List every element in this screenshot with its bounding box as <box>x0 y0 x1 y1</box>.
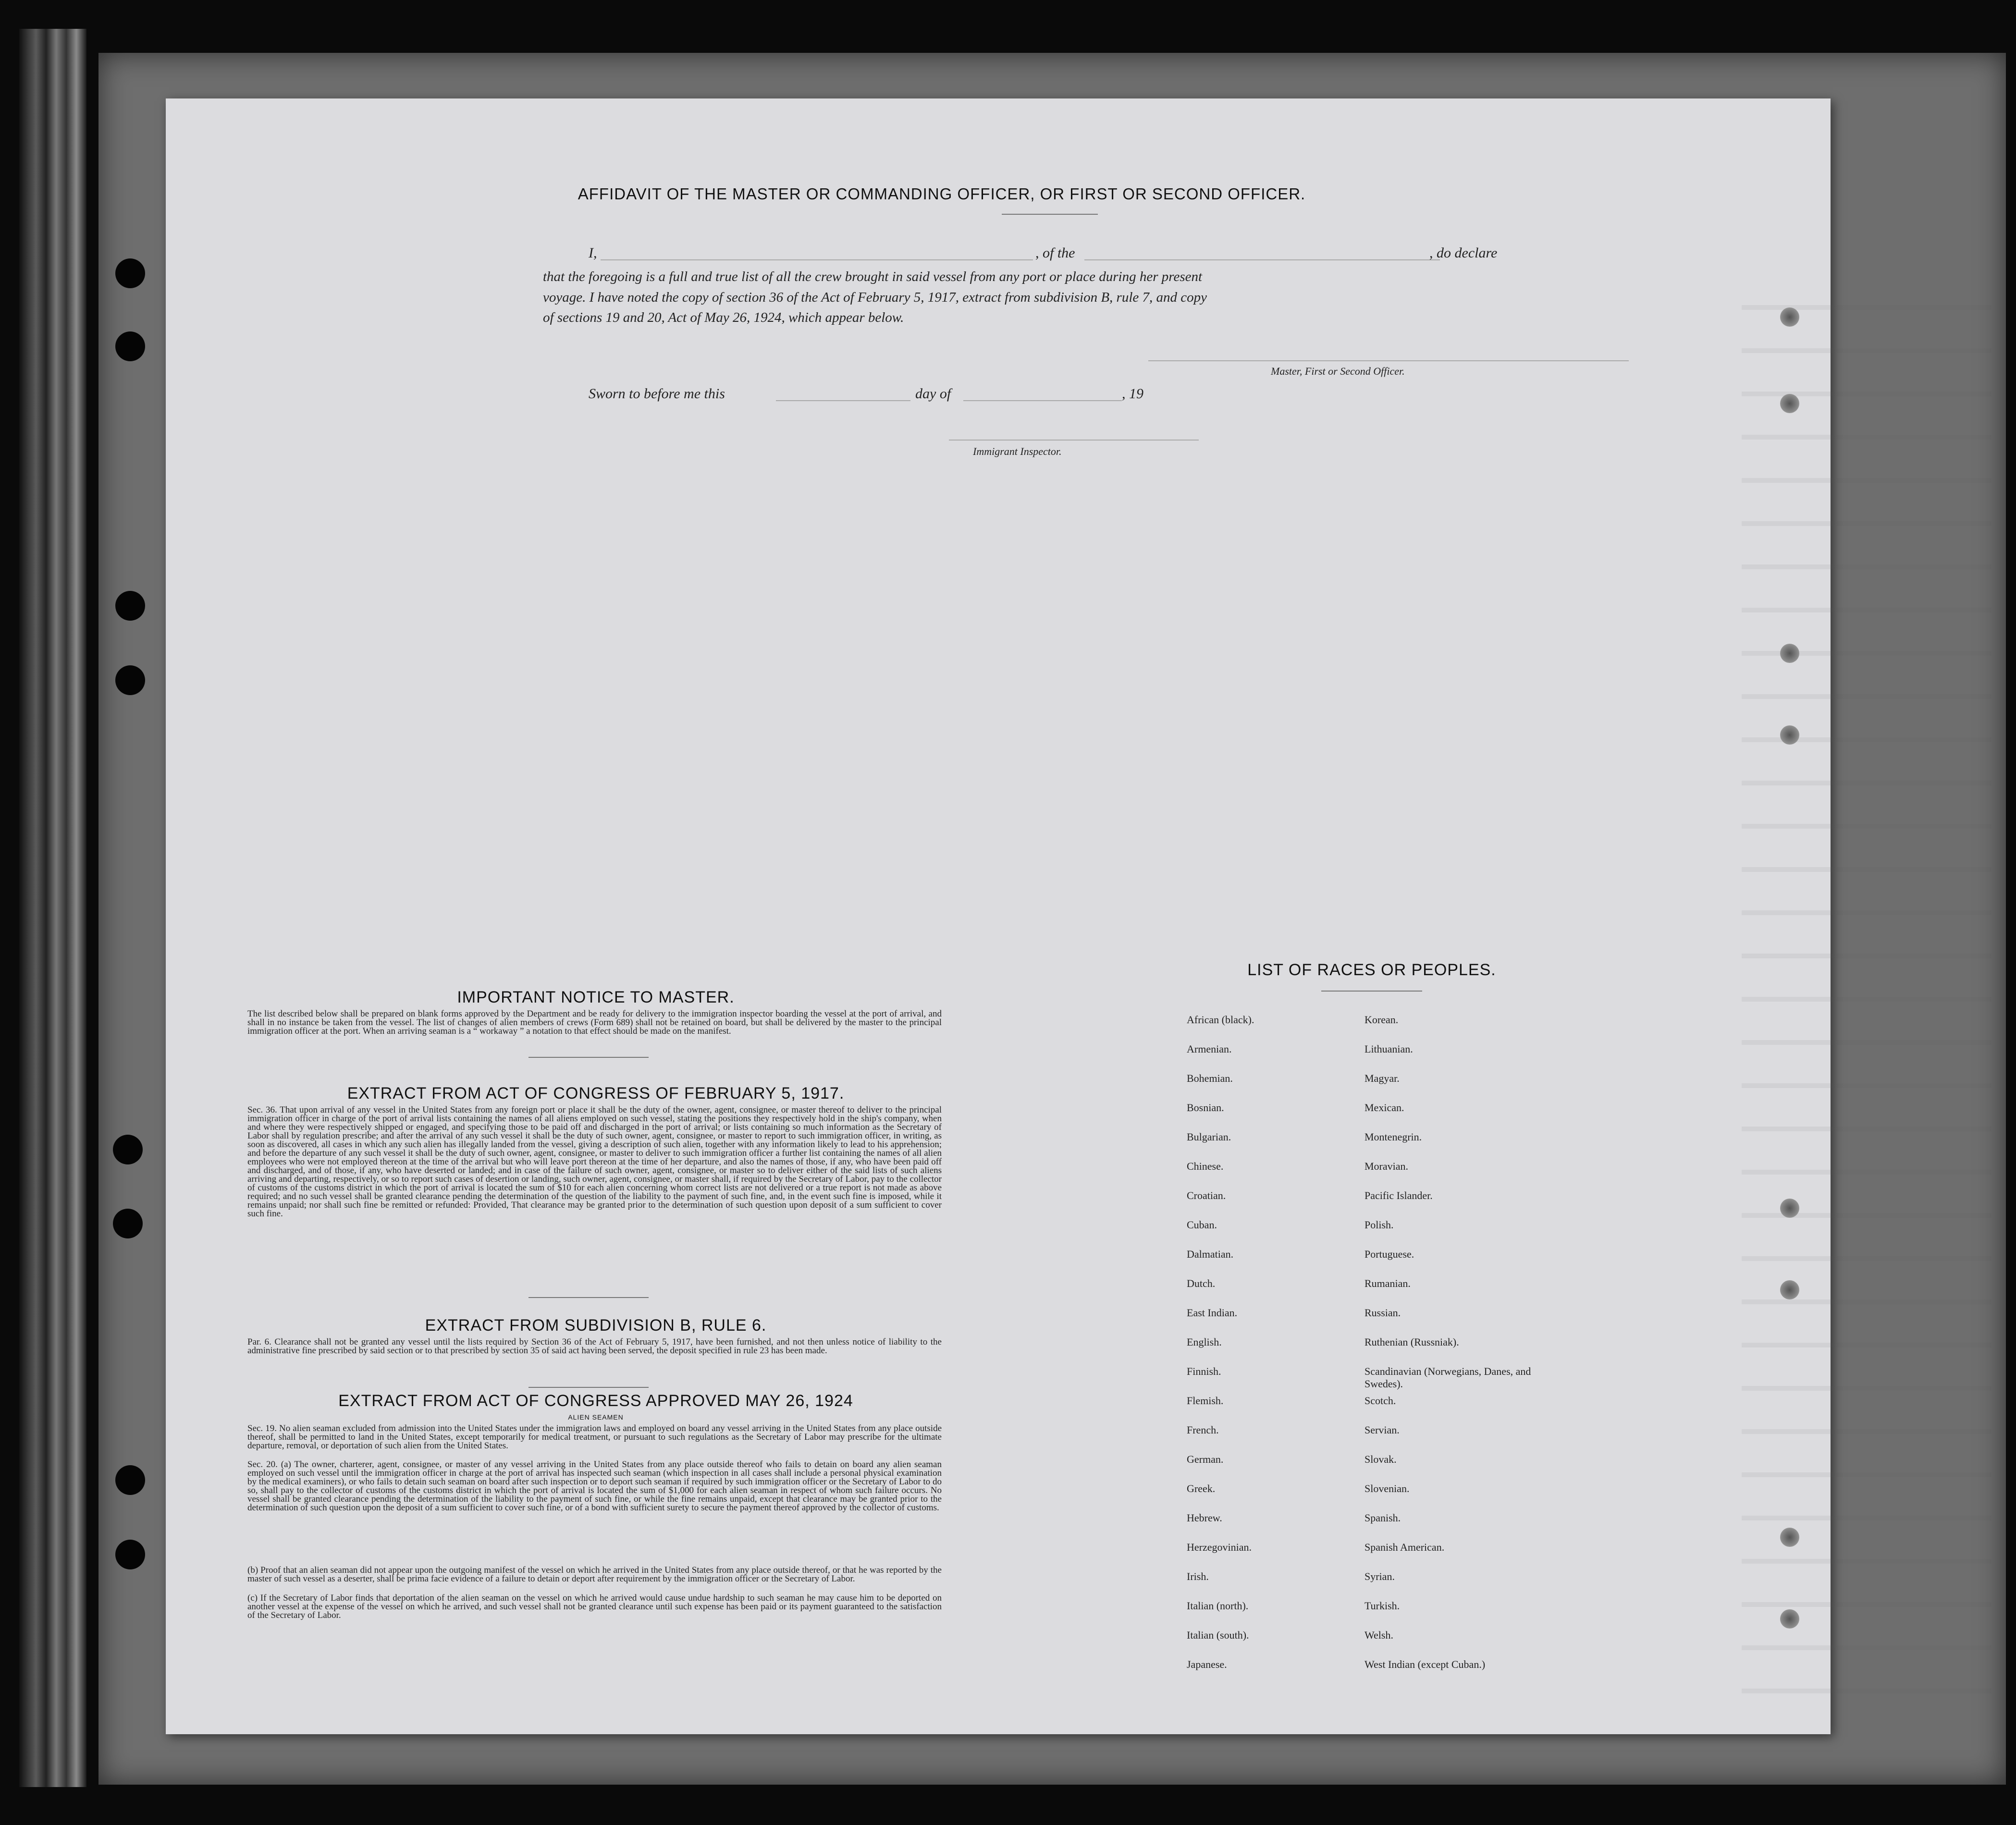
extract-1924-sec19: Sec. 19. No alien seaman excluded from admission into the United States under the immigration laws and employed on board any vessel arriving in the United States from any place outside thereof, shall be permitted to land in the United States, except temporarily for medical treatment, or pursuant to such regulations as the Secretary of Labor may prescribe for the ultimate departure, removal, or deportation of such alien from the United States. <box>247 1423 942 1451</box>
race-item: Spanish American. <box>1364 1541 1445 1553</box>
declaration-line-2: voyage. I have noted the copy of section 36 of the Act of February 5, 1917, extract from subdivision B, rule 7, and copy <box>543 290 1207 305</box>
race-item: Scandinavian (Norwegians, Danes, and Swedes). <box>1364 1365 1531 1390</box>
vessel-blank <box>1084 259 1440 260</box>
race-item: Syrian. <box>1364 1570 1395 1582</box>
race-item: Italian (north). <box>1187 1600 1249 1612</box>
race-item: Bulgarian. <box>1187 1131 1231 1143</box>
race-item: Turkish. <box>1364 1600 1400 1612</box>
divider <box>529 1057 649 1058</box>
extract-1924-sec20c: (c) If the Secretary of Labor finds that deportation of the alien seaman on the vessel on which he arrived would cause undue hardship to such seaman he may cause him to be deported on another vessel at the expense of the vessel on which he arrived, and such vessel shall not be granted clearance until such expense has been paid or its payment guaranteed to the satisfaction of the Secretary of Labor. <box>247 1593 942 1620</box>
declaration-line-3: of sections 19 and 20, Act of May 26, 1924, which appear below. <box>543 310 904 325</box>
race-item: Japanese. <box>1187 1658 1227 1670</box>
extract-rule6-text: Par. 6. Clearance shall not be granted any vessel until the lists required by Section 36 of the Act of February 5, 1917, have been furnished, and not then unless notice of liability to the administrative fine prescribed by said section or to that prescribed by section 35 of said act having been served, the deposit specified in rule 23 has been made. <box>247 1337 942 1356</box>
bleed-through-text <box>1742 267 1991 1708</box>
race-item: Finnish. <box>1187 1365 1221 1377</box>
race-item: Greek. <box>1187 1482 1216 1494</box>
punch-hole <box>1780 1528 1799 1547</box>
punch-hole <box>1780 1609 1799 1629</box>
race-item: Slovenian. <box>1364 1482 1410 1494</box>
race-item: Polish. <box>1364 1219 1394 1231</box>
race-item: Croatian. <box>1187 1189 1226 1201</box>
master-signature-label: Master, First or Second Officer. <box>1271 365 1405 377</box>
binder-hole <box>115 258 145 288</box>
race-item: African (black). <box>1187 1014 1254 1026</box>
extract-1924-sec20b: (b) Proof that an alien seaman did not appear upon the outgoing manifest of the vessel on which he arrived in the United States from any place outside thereof, or that he was reported by the master of such vessel as a deserter, shall be prima facie evidence of a failure to detain or deport after requirement by the immigration officer or the Secretary of Labor. <box>247 1565 942 1584</box>
race-item: Portuguese. <box>1364 1248 1414 1260</box>
race-item: English. <box>1187 1336 1222 1348</box>
race-item: Korean. <box>1364 1014 1399 1026</box>
affidavit-title: AFFIDAVIT OF THE MASTER OR COMMANDING OFFICER, OR FIRST OR SECOND OFFICER. <box>578 185 1306 203</box>
punch-hole <box>1780 725 1799 745</box>
race-item: Hebrew. <box>1187 1512 1222 1524</box>
race-item: Moravian. <box>1364 1160 1409 1172</box>
inspector-signature-blank <box>949 440 1199 441</box>
race-item: Ruthenian (Russniak). <box>1364 1336 1459 1348</box>
race-item: Lithuanian. <box>1364 1043 1413 1055</box>
race-item: Spanish. <box>1364 1512 1401 1524</box>
master-signature-blank <box>1148 360 1629 361</box>
race-item: Welsh. <box>1364 1629 1393 1641</box>
race-item: Dalmatian. <box>1187 1248 1234 1260</box>
race-item: Chinese. <box>1187 1160 1224 1172</box>
notice-title: IMPORTANT NOTICE TO MASTER. <box>457 988 735 1006</box>
divider <box>1002 214 1098 215</box>
punch-hole <box>1780 307 1799 327</box>
race-item: Pacific Islander. <box>1364 1189 1433 1201</box>
extract-1917-title: EXTRACT FROM ACT OF CONGRESS OF FEBRUARY 5, 1917. <box>347 1084 845 1102</box>
race-item: Rumanian. <box>1364 1277 1411 1289</box>
binder-hole <box>115 591 145 621</box>
race-item: German. <box>1187 1453 1224 1465</box>
races-left-column <box>1187 1014 1254 1688</box>
extract-rule6-title: EXTRACT FROM SUBDIVISION B, RULE 6. <box>425 1316 767 1335</box>
race-item: Flemish. <box>1187 1395 1224 1407</box>
race-item: French. <box>1187 1424 1219 1436</box>
race-item: East Indian. <box>1187 1307 1238 1319</box>
notice-text: The list described below shall be prepared on blank forms approved by the Department and be ready for delivery to the immigration inspector boarding the vessel at the port of arrival, and shall in no instance be taken from the vessel. The list of changes of alien members of crews (Form 689) shall not be retained on board, but shall be delivered by the master to the principal immigration officer at the port. When an arriving seaman is a “ workaway ” a notation to that effect should be made on the manifest. <box>247 1009 942 1036</box>
divider <box>529 1387 649 1388</box>
document-page <box>166 98 1831 1734</box>
race-item: Armenian. <box>1187 1043 1232 1055</box>
race-item: Montenegrin. <box>1364 1131 1422 1143</box>
race-item: Irish. <box>1187 1570 1209 1582</box>
sworn-label: Sworn to before me this <box>589 386 725 402</box>
races-right-column <box>1364 1014 1537 1688</box>
affidavit-declare-label: , do declare <box>1429 245 1498 261</box>
extract-1924-subtitle: ALIEN SEAMEN <box>568 1413 624 1421</box>
inspector-label: Immigrant Inspector. <box>973 445 1062 457</box>
punch-hole <box>1780 394 1799 413</box>
extract-1924-title: EXTRACT FROM ACT OF CONGRESS APPROVED MAY 26, 1924 <box>338 1392 853 1410</box>
race-item: Russian. <box>1364 1307 1401 1319</box>
race-item: Scotch. <box>1364 1395 1396 1407</box>
race-item: Italian (south). <box>1187 1629 1249 1641</box>
name-blank <box>601 259 1033 260</box>
binder-hole <box>113 1209 143 1238</box>
extract-1924-sec20a: Sec. 20. (a) The owner, charterer, agent, consignee, or master of any vessel arriving in the United States from any place outside thereof who fails to detain on board any alien seaman employed on such vessel until the immigration officer in charge at the port of arrival has inspected such seaman (which inspection in all cases shall include a personal physical examination by the medical examiners), or who fails to detain such seaman on board after such inspection or to deport such seaman if required by such immigration officer or the Secretary of Labor to do so, shall pay to the collector of customs of the customs district in which the port of arrival is located the sum of $1,000 for each alien seaman in respect of whom such failure occurs. No vessel shall be granted clearance pending the determination of the liability to the payment of such fine, or while the fine remains unpaid, except that clearance may be granted prior to the determination of such question upon the deposit of a sum sufficient to cover such fine, or of a bond with sufficient surety to secure the payment thereof approved by the collector of customs. <box>247 1459 942 1513</box>
extract-1917-text: Sec. 36. That upon arrival of any vessel in the United States from any foreign port or place it shall be the duty of the owner, agent, consignee, or master thereof to deliver to the principal immigration officer in charge of the port of arrival lists containing the names of all aliens employed on such vessel, stating the positions they respectively hold in the ship's company, when and where they were respectively shipped or engaged, and specifying those to be paid off and discharged in the port of arrival; or lists containing so much information as the Secretary of Labor shall by regulation prescribe; and after the arrival of any such vessel it shall be the duty of such owner, agent, consignee, or master to report to such immigration officer, in writing, as soon as discovered, all cases in which any such alien has illegally landed from the vessel, giving a description of such alien, together with any information likely to lead to his apprehension; and before the departure of any such vessel it shall be the duty of such owner, agent, consignee, or master to deliver to such immigration officer a further list containing the names of all alien employees who were not employed thereon at the time of the arrival but who will leave port thereon at the time of her departure, and also the names of those, if any, who have been paid off and discharged, and of those, if any, who have deserted or landed; and in case of the failure of such owner, agent, consignee, or master so to deliver either of the said lists of such aliens arriving and departing, respectively, or so to report such cases of desertion or landing, such owner, agent, consignee, or master shall, if required by the Secretary of Labor, pay to the collector of customs of the customs district in which the port of arrival is located the sum of $10 for each alien concerning whom correct lists are not delivered or a true report is not made as above required; and no such vessel shall be granted clearance pending the determination of the question of the liability to the payment of such fine, and, in the event such fine is imposed, while it remains unpaid; nor shall such fine be remitted or refunded: Provided, That clearance may be granted prior to the determination of such question upon deposit of a sum sufficient to cover such fine. <box>247 1105 942 1219</box>
binder-hole <box>115 1540 145 1569</box>
declaration-line-1: that the foregoing is a full and true list of all the crew brought in said vessel from any port or place during her present <box>543 269 1203 284</box>
race-item: Bosnian. <box>1187 1102 1224 1114</box>
punch-hole <box>1780 1280 1799 1299</box>
race-item: Herzegovinian. <box>1187 1541 1252 1553</box>
race-item: Dutch. <box>1187 1277 1216 1289</box>
race-item: Mexican. <box>1364 1102 1404 1114</box>
punch-hole <box>1780 644 1799 663</box>
affidavit-of-the-label: , of the <box>1035 245 1075 261</box>
binder-hole <box>115 665 145 695</box>
month-blank <box>963 400 1122 401</box>
year-label: , 19 <box>1122 386 1143 402</box>
binder-hole <box>113 1135 143 1164</box>
binder-hole <box>115 331 145 361</box>
binder-edge <box>19 29 86 1787</box>
divider <box>529 1297 649 1298</box>
binder-hole <box>115 1465 145 1495</box>
affidavit-i-label: I, <box>589 245 597 261</box>
race-item: Magyar. <box>1364 1072 1400 1084</box>
race-item: Slovak. <box>1364 1453 1397 1465</box>
races-title: LIST OF RACES OR PEOPLES. <box>1247 961 1496 979</box>
divider <box>1321 991 1422 992</box>
race-item: Servian. <box>1364 1424 1400 1436</box>
race-item: Cuban. <box>1187 1219 1217 1231</box>
race-item: West Indian (except Cuban.) <box>1364 1658 1486 1670</box>
punch-hole <box>1780 1199 1799 1218</box>
race-item: Bohemian. <box>1187 1072 1233 1084</box>
day-of-label: day of <box>915 386 951 402</box>
sworn-day-blank <box>776 400 910 401</box>
